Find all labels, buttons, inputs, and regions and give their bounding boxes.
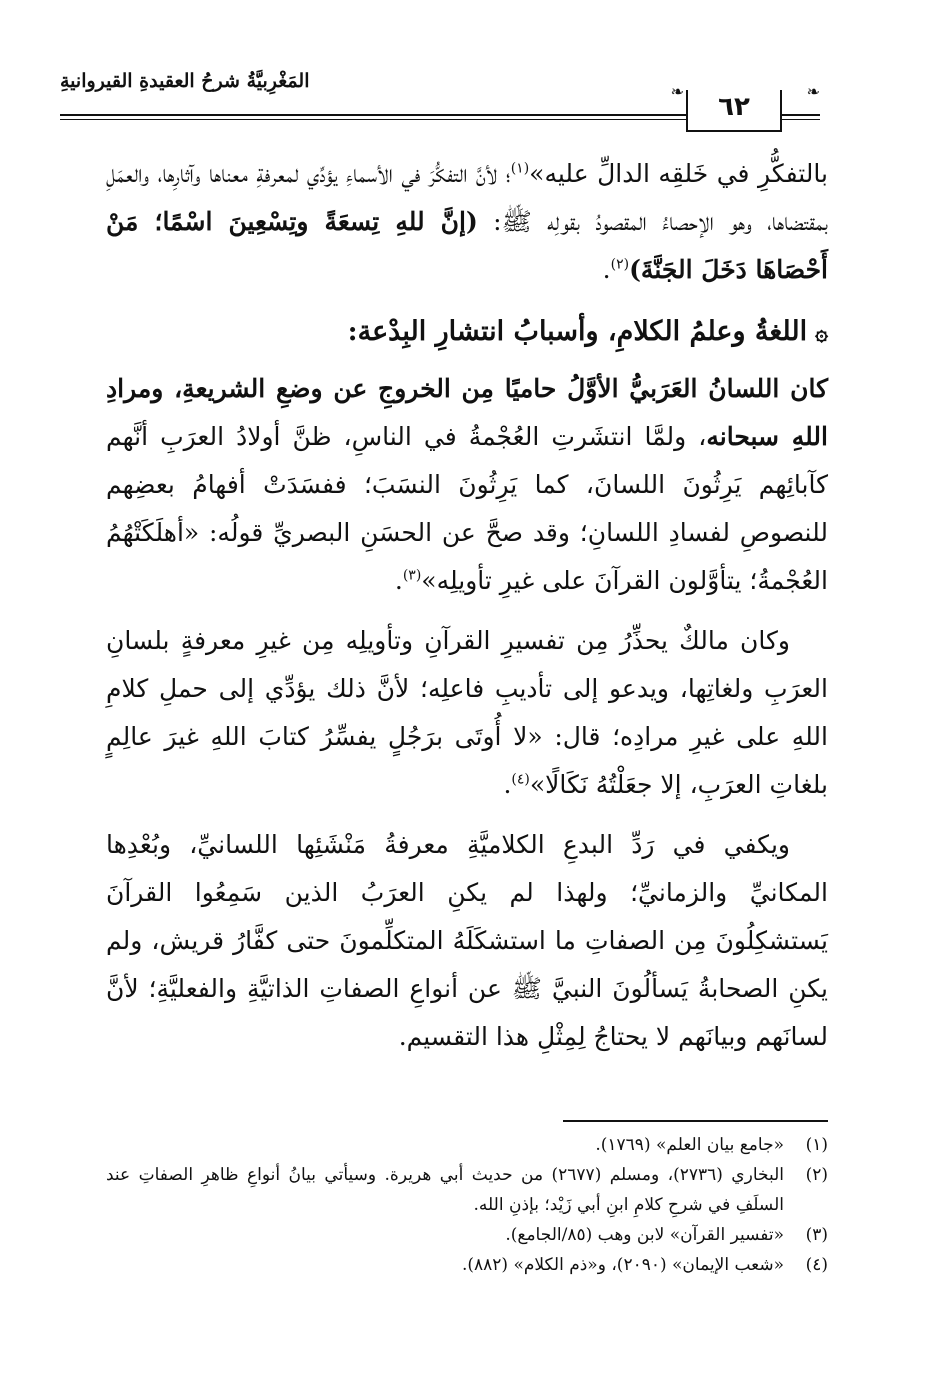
- ornament-icon: ❧: [670, 82, 684, 101]
- heading-mark-icon: ۞: [815, 320, 828, 346]
- paragraph-text: بالتفكُّرِ في خَلقِه الدالِّ عليه»: [529, 159, 828, 188]
- paragraph-text: ، ولمَّا انتشَرتِ العُجْمةُ في الناسِ، ظنَّ أولادُ العرَبِ أنَّهم كآبائِهم يَرِثُونَ اللسانَ، كما يَرِثُونَ النسَبَ؛ ففسَدَتْ أفهامُ بعضِهم للنصوصِ لفسادِ اللسانِ؛ وقد صحَّ عن الحسَنِ البصريِّ قولُه: «أهلَكَتْهُمُ العُجْمةُ؛ يتأوَّلون القرآنَ على غيرِ تأويلِه»: [106, 422, 828, 595]
- footnote-text: «جامع بيان العلم» (١٧٦٩).: [595, 1135, 784, 1155]
- paragraph-text: .: [394, 566, 403, 595]
- footnote-ref: (٤): [511, 771, 530, 788]
- ornament-icon: ❧: [806, 82, 820, 101]
- book-title: المَغْرِبيَّةُ شرحُ العقيدةِ القيروانيةِ: [60, 70, 310, 92]
- paragraph-text: ويكفي في رَدِّ البدعِ الكلاميَّةِ معرفةُ مَنْشَئِها اللسانيِّ، وبُعْدِها المكانيِّ والزمانيِّ؛ ولهذا لم يكنِ العرَبُ الذين سَمِعُوا القرآنَ يَستشكِلُونَ مِن الصفاتِ ما استشكَلَهُ المتكلِّمونَ حتى كفَّارُ قريش، ولم يكنِ الصحابةُ يَسألُونَ النبيَّ ﷺ عن أنواعِ الصفاتِ الذاتيَّةِ والفعليَّةِ؛ لأنَّ لسانَهم وبيانَهم لا يحتاجُ لِمِثْلِ هذا التقسيم.: [106, 830, 828, 1051]
- running-header: [60, 70, 820, 130]
- footnote: [106, 1130, 828, 1160]
- footnote-ref: (٢): [610, 256, 630, 273]
- footnote: [106, 1160, 828, 1220]
- paragraph-bold-lead: كان اللسانُ العَرَبيُّ الأوَّلُ حاميًا مِن الخروجِ عن وضعِ الشريعةِ، ومرادِ اللهِ سبحانه: [106, 374, 828, 451]
- footnote-separator: [563, 1120, 828, 1122]
- hadith-quote: (إنَّ للهِ تِسعَةً وتِسْعِينَ اسْمًا؛ مَنْ أَحْصَاهَا دَخَلَ الجَنَّةَ): [106, 207, 828, 284]
- section-heading: [106, 306, 828, 359]
- footnote: [106, 1250, 828, 1280]
- footnote-number: (٢): [805, 1165, 828, 1185]
- paragraph: [106, 617, 828, 809]
- footnote-ref: (١): [510, 160, 530, 177]
- paragraph: [106, 821, 828, 1061]
- footnote-text: البخاري (٢٧٣٦)، ومسلم (٢٦٧٧) من حديث أبي هريرة. وسيأتي بيانُ أنواعِ ظاهرِ الصفاتِ عند السلَفِ في شرحِ كلامِ ابنِ أبي زَيْد؛ بإذنِ الله.: [106, 1165, 785, 1215]
- footnote-text: «تفسير القرآن» لابن وهب (٨٥/الجامع).: [505, 1225, 784, 1245]
- paragraph: [106, 150, 828, 294]
- paragraph-text: .: [503, 770, 512, 799]
- page-number: ٦٢: [686, 90, 782, 132]
- footnotes: [106, 1130, 828, 1280]
- footnote-ref: (٣): [402, 567, 422, 584]
- body-text: [106, 150, 828, 1073]
- footnote-number: (٣): [805, 1225, 828, 1245]
- paragraph-text: .: [602, 255, 611, 284]
- footnote: [106, 1220, 828, 1250]
- footnote-text: «شعب الإيمان» (٢٠٩٠)، و«ذم الكلام» (٨٨٢).: [461, 1255, 784, 1275]
- section-heading-text: اللغةُ وعلمُ الكلامِ، وأسبابُ انتشارِ البِدْعة:: [347, 316, 808, 347]
- paragraph-text: ؛ لأنَّ التفكُّرَ في الأسماءِ يؤدِّي لمعرفةِ معناها وآثارِها، والعمَلِ بمقتضاها، وهو الإحصاءُ المقصودُ بقولِه ﷺ:: [106, 159, 828, 236]
- footnote-number: (١): [805, 1135, 828, 1155]
- paragraph-text: وكان مالكٌ يحذِّرُ مِن تفسيرِ القرآنِ وتأويلِه مِن غيرِ معرفةٍ بلسانِ العرَبِ ولغاتِها، ويدعو إلى تأديبِ فاعلِه؛ لأنَّ ذلك يؤدِّي إلى حملِ كلامِ اللهِ على غيرِ مرادِه؛ قال: «لا أُوتَى برَجُلٍ يفسِّرُ كتابَ اللهِ غيرَ عالِمٍ بلغاتِ العرَبِ، إلا جعَلْتُهُ نَكَالًا»: [106, 626, 828, 799]
- footnote-number: (٤): [805, 1255, 828, 1275]
- paragraph: [106, 365, 828, 605]
